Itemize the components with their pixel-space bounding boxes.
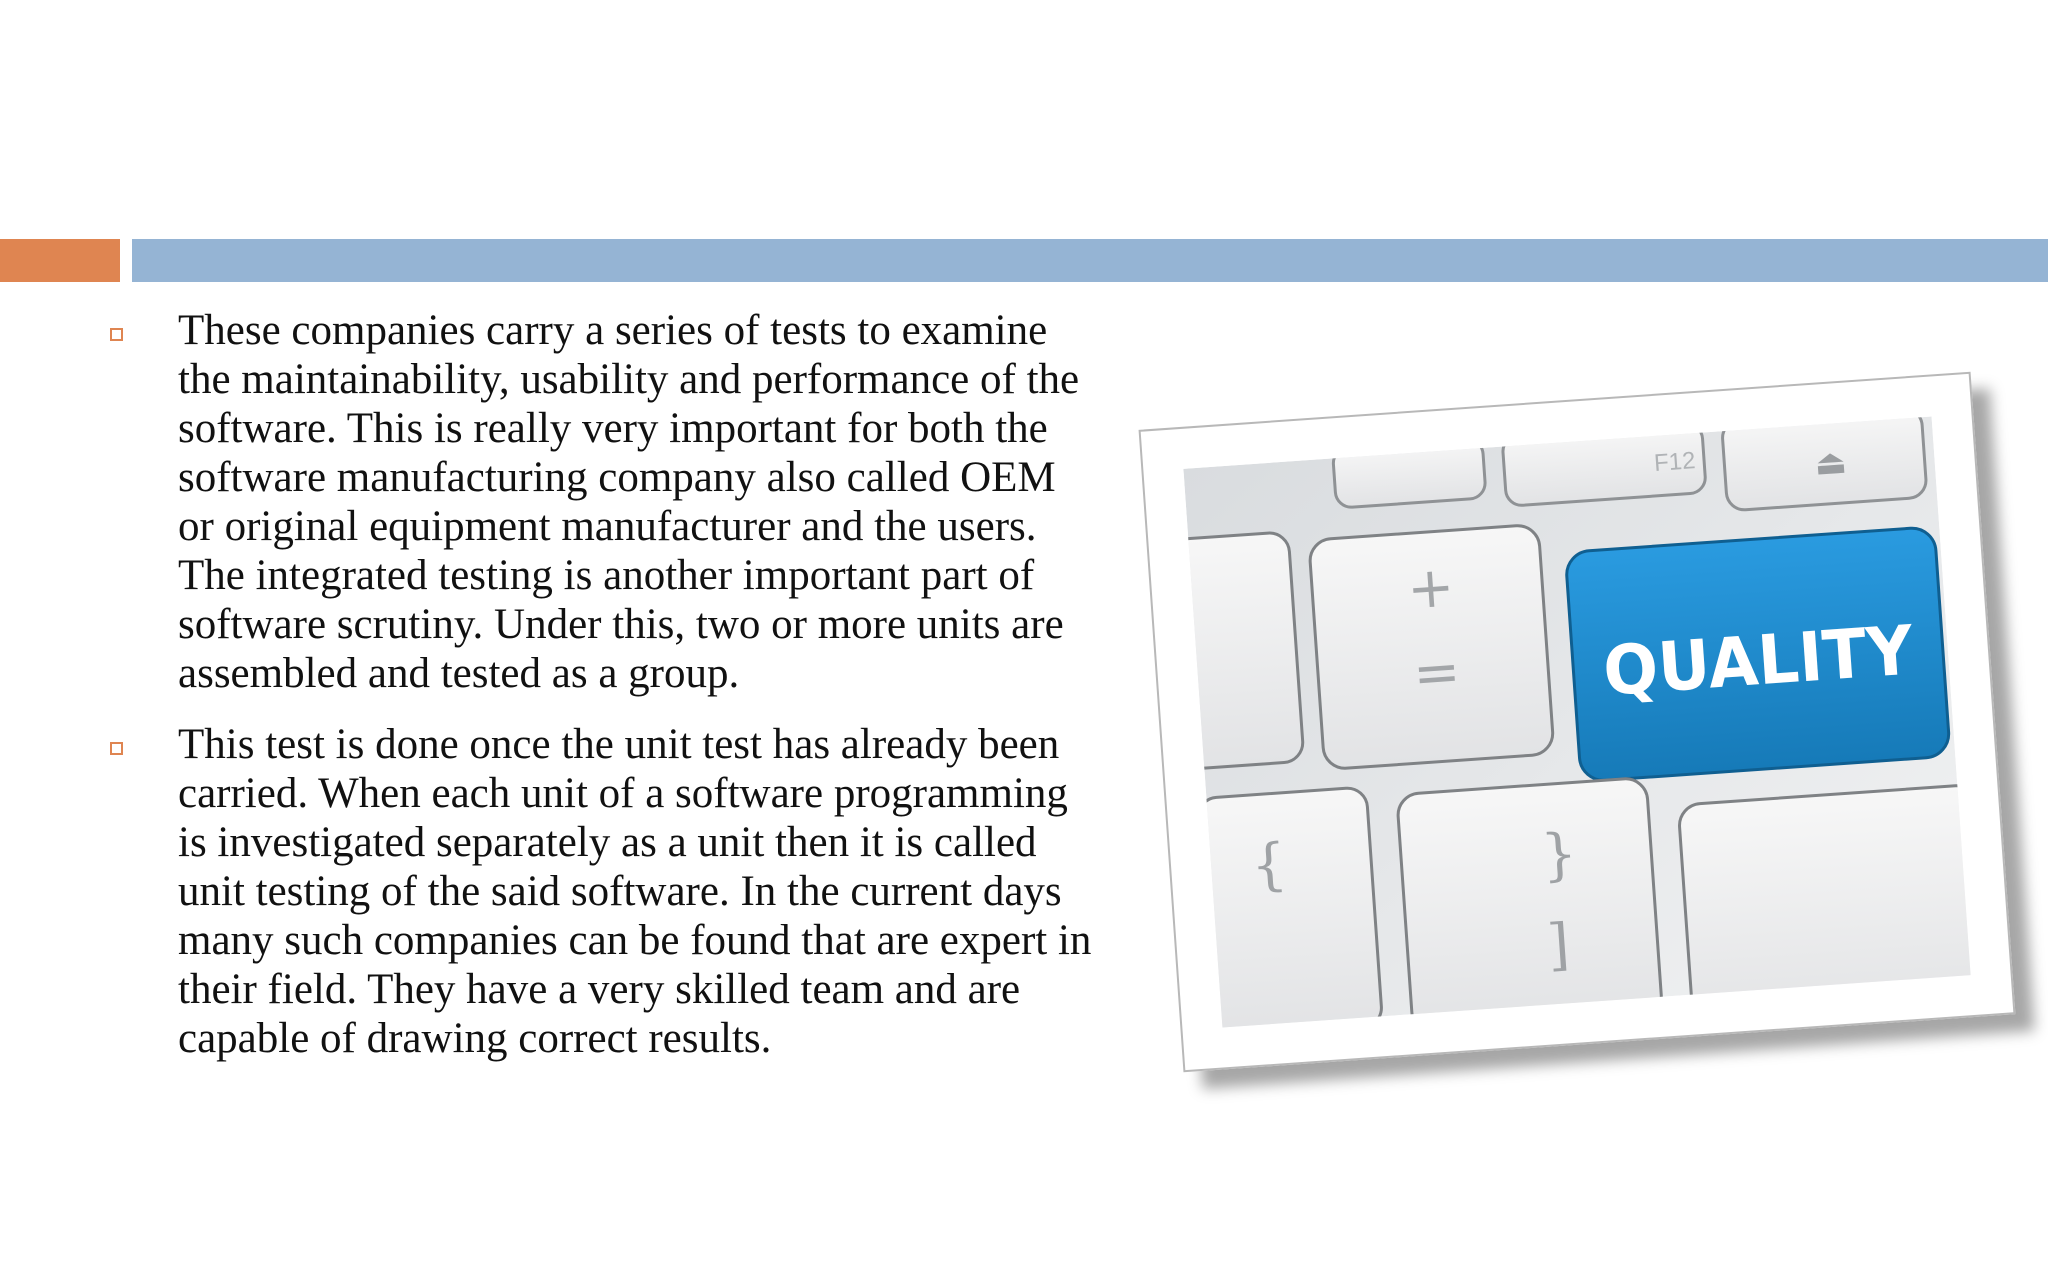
- brace-open-key: [1196, 787, 1382, 1028]
- square-bullet-icon: [110, 328, 123, 341]
- square-bullet-icon: [110, 742, 123, 755]
- header-accent-orange: [0, 239, 120, 282]
- header-accent-blue: [132, 239, 2048, 282]
- quality-keyboard-photo: [1139, 372, 2016, 1073]
- bullet-text: This test is done once the unit test has already been carried. When each unit of a software programming is investigated separately as a unit then it is called unit testing of the said software. In the current days many such companies can be found that are expert in their field. They have a very skilled team and are capable of drawing correct results.: [178, 721, 1092, 1062]
- bullet-text: These companies carry a series of tests to examine the maintainability, usability and performance of the software. This is really very important for both the software manufacturing company also called OEM or original equipment manufacturer and the users. The integrated testing is another important part of software scrutiny. Under this, two or more units are assembled and tested as a group.: [178, 307, 1080, 697]
- svg-text:=: =: [1411, 639, 1463, 708]
- svg-text:]: ]: [1545, 912, 1572, 979]
- svg-text:⏏: ⏏: [1813, 441, 1849, 484]
- bullet-item: [100, 306, 1100, 698]
- slide-body: [100, 306, 1100, 1085]
- svg-text:}: }: [1539, 821, 1580, 889]
- keyboard-illustration: [1183, 417, 1970, 1028]
- svg-text:{: {: [1249, 831, 1290, 899]
- svg-text:F12: F12: [1653, 447, 1697, 477]
- brace-close-key: [1397, 777, 1663, 1027]
- svg-text:QUALITY: QUALITY: [1600, 610, 1934, 712]
- bullet-item: [100, 720, 1100, 1063]
- svg-text:+: +: [1405, 554, 1457, 623]
